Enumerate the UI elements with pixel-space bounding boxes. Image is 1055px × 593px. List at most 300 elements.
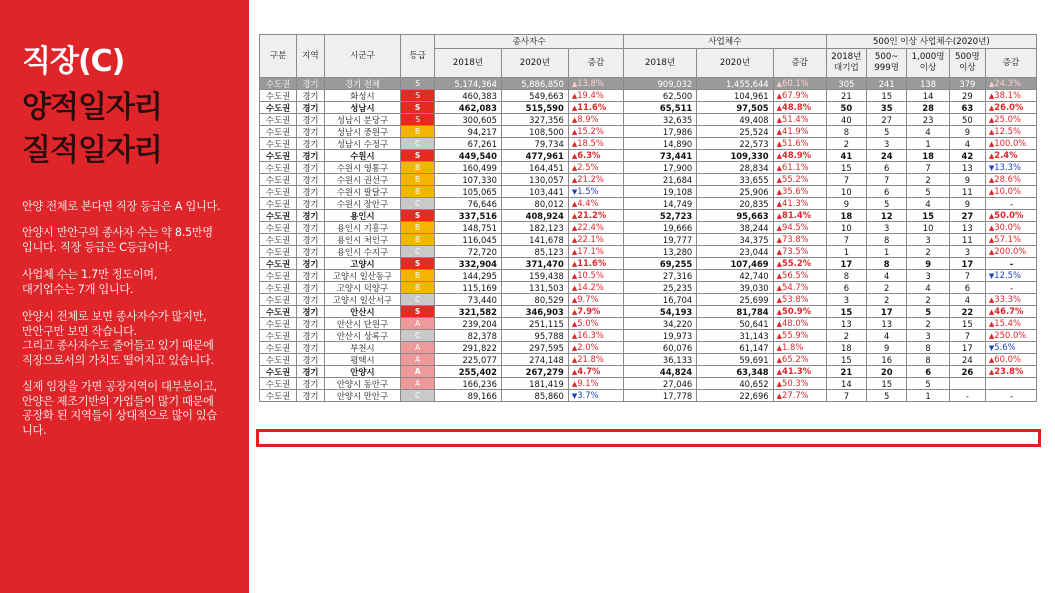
employees-change-cell <box>568 150 623 162</box>
businesses-2018-cell: 19,777 <box>624 234 697 246</box>
businesses-2020-cell: 107,469 <box>697 258 773 270</box>
triangle-up-icon: ▲ <box>571 224 578 232</box>
large-500-plus-cell: 22 <box>949 306 985 318</box>
area-cell: 경기 <box>297 318 325 330</box>
grade-badge: B <box>401 162 435 174</box>
city-cell: 안산시 <box>324 306 400 318</box>
large-change-cell <box>985 186 1036 198</box>
header-biz-2018: 2018년 <box>624 49 697 78</box>
change-value: 12.5% <box>994 270 1021 280</box>
grade-badge: B <box>401 234 435 246</box>
header-grade: 등급 <box>401 35 435 78</box>
employees-change-cell <box>568 90 623 102</box>
large-change-cell <box>985 390 1036 402</box>
region-cell: 수도권 <box>260 150 297 162</box>
large-500-plus-cell: 7 <box>949 270 985 282</box>
large-500-999-cell: 17 <box>867 306 907 318</box>
large-2018-cell: 40 <box>826 114 866 126</box>
city-cell: 경기 전체 <box>324 78 400 90</box>
change-value: 24.3% <box>994 78 1021 88</box>
large-2018-cell: 3 <box>826 294 866 306</box>
employees-2018-cell: 291,822 <box>435 342 502 354</box>
change-value: 200.0% <box>994 246 1027 256</box>
table-row <box>260 330 1037 342</box>
paragraph-line: 니다. <box>22 423 47 437</box>
paragraph-line: 만안구만 보면 작습니다. <box>22 324 137 338</box>
header-employees: 종사자수 <box>435 35 624 49</box>
triangle-up-icon: ▲ <box>571 200 578 208</box>
employees-change-cell <box>568 126 623 138</box>
change-value: 14.2% <box>577 282 604 292</box>
change-value: 56.5% <box>782 270 809 280</box>
region-cell: 수도권 <box>260 366 297 378</box>
paragraph-line: 안양시 전체로 보면 종사자수가 많지만, <box>22 310 207 323</box>
triangle-up-icon: ▲ <box>776 200 783 208</box>
triangle-up-icon: ▲ <box>988 296 995 304</box>
employees-change-cell <box>568 258 623 270</box>
change-value: 60.0% <box>994 354 1021 364</box>
region-cell: 수도권 <box>260 234 297 246</box>
triangle-up-icon: ▲ <box>776 152 783 160</box>
area-cell: 경기 <box>297 102 325 114</box>
grade-badge: C <box>401 294 435 306</box>
employees-change-cell <box>568 318 623 330</box>
businesses-2018-cell: 25,235 <box>624 282 697 294</box>
large-1000-plus-cell: 28 <box>907 102 949 114</box>
large-2018-cell: 7 <box>826 390 866 402</box>
employees-2018-cell: 73,440 <box>435 294 502 306</box>
businesses-2018-cell: 19,666 <box>624 222 697 234</box>
employees-2018-cell: 116,045 <box>435 234 502 246</box>
triangle-up-icon: ▲ <box>571 272 578 280</box>
businesses-2020-cell: 59,691 <box>697 354 773 366</box>
large-1000-plus-cell: 8 <box>907 354 949 366</box>
triangle-up-icon: ▲ <box>988 116 995 124</box>
businesses-change-cell <box>773 126 826 138</box>
large-change-cell <box>985 138 1036 150</box>
employees-change-cell <box>568 342 623 354</box>
large-change-cell <box>985 342 1036 354</box>
paragraph-line: 입니다. 직장 등급은 C등급이다. <box>22 240 172 254</box>
change-value: 9.1% <box>577 378 599 388</box>
large-change-cell <box>985 246 1036 258</box>
table-row <box>260 294 1037 306</box>
city-cell: 안산시 상록구 <box>324 330 400 342</box>
triangle-up-icon: ▲ <box>571 284 578 292</box>
employees-change-cell <box>568 378 623 390</box>
large-change-cell <box>985 234 1036 246</box>
region-cell: 수도권 <box>260 306 297 318</box>
change-value: 25.0% <box>994 114 1021 124</box>
employees-2020-cell: 181,419 <box>501 378 568 390</box>
area-cell: 경기 <box>297 246 325 258</box>
large-500-plus-cell: 13 <box>949 162 985 174</box>
businesses-2018-cell: 27,316 <box>624 270 697 282</box>
change-value: 50.0% <box>994 210 1024 220</box>
large-2018-cell: 305 <box>826 78 866 90</box>
employees-change-cell <box>568 354 623 366</box>
large-500-plus-cell: 11 <box>949 234 985 246</box>
region-cell: 수도권 <box>260 138 297 150</box>
large-500-999-cell: 3 <box>867 222 907 234</box>
paragraph-line: 실제 임장을 가면 공장지역이 대부분이고, <box>22 380 217 393</box>
city-cell: 고양시 일산동구 <box>324 270 400 282</box>
large-change-cell <box>985 294 1036 306</box>
large-2018-cell: 8 <box>826 270 866 282</box>
change-value: 16.3% <box>577 330 604 340</box>
large-2018-cell: 6 <box>826 282 866 294</box>
employees-2020-cell: 477,961 <box>501 150 568 162</box>
grade-badge: A <box>401 354 435 366</box>
large-500-plus-cell: - <box>949 390 985 402</box>
large-change-cell <box>985 222 1036 234</box>
employees-change-cell <box>568 330 623 342</box>
city-cell: 안양시 만안구 <box>324 390 400 402</box>
businesses-2020-cell: 109,330 <box>697 150 773 162</box>
large-500-999-cell: 5 <box>867 198 907 210</box>
large-500-plus-cell: 17 <box>949 258 985 270</box>
large-change-cell <box>985 258 1036 270</box>
change-value: 28.6% <box>994 174 1021 184</box>
table-row <box>260 342 1037 354</box>
area-cell: 경기 <box>297 366 325 378</box>
employees-2020-cell: 267,279 <box>501 366 568 378</box>
employees-change-cell <box>568 114 623 126</box>
region-cell: 수도권 <box>260 258 297 270</box>
triangle-up-icon: ▲ <box>571 212 578 220</box>
employees-2018-cell: 76,646 <box>435 198 502 210</box>
triangle-up-icon: ▲ <box>776 188 783 196</box>
triangle-up-icon: ▲ <box>776 392 783 400</box>
employees-change-cell <box>568 282 623 294</box>
triangle-up-icon: ▲ <box>988 368 995 376</box>
employees-2018-cell: 89,166 <box>435 390 502 402</box>
businesses-2020-cell: 20,835 <box>697 198 773 210</box>
businesses-change-cell <box>773 138 826 150</box>
region-cell: 수도권 <box>260 354 297 366</box>
header-500-999: 500~ 999명 <box>867 49 907 78</box>
employees-2020-cell: 159,438 <box>501 270 568 282</box>
triangle-down-icon: ▼ <box>988 344 995 352</box>
triangle-up-icon: ▲ <box>571 80 578 88</box>
change-value: - <box>1009 390 1013 401</box>
area-cell: 경기 <box>297 234 325 246</box>
employees-2020-cell: 103,441 <box>501 186 568 198</box>
change-value: 5.0% <box>577 318 599 328</box>
paragraph-line: 직장으로서의 가치도 떨어지고 있습니다. <box>22 353 214 367</box>
city-cell: 수원시 영통구 <box>324 162 400 174</box>
businesses-2020-cell: 95,663 <box>697 210 773 222</box>
paragraph-5 <box>22 380 247 438</box>
employees-change-cell <box>568 174 623 186</box>
businesses-change-cell <box>773 174 826 186</box>
employees-2020-cell: 108,500 <box>501 126 568 138</box>
change-value: 23.8% <box>994 366 1024 376</box>
businesses-2020-cell: 33,655 <box>697 174 773 186</box>
area-cell: 경기 <box>297 162 325 174</box>
employees-2020-cell: 371,470 <box>501 258 568 270</box>
change-value: 21.2% <box>577 174 604 184</box>
businesses-change-cell <box>773 282 826 294</box>
triangle-up-icon: ▲ <box>988 104 995 112</box>
change-value: 11.6% <box>577 258 607 268</box>
triangle-up-icon: ▲ <box>988 320 995 328</box>
large-500-plus-cell: 27 <box>949 210 985 222</box>
city-cell: 수원시 팔달구 <box>324 186 400 198</box>
employees-change-cell <box>568 210 623 222</box>
large-change-cell <box>985 366 1036 378</box>
change-value: 60.1% <box>782 78 809 88</box>
businesses-2018-cell: 36,133 <box>624 354 697 366</box>
large-500-999-cell: 16 <box>867 354 907 366</box>
employees-2020-cell: 131,503 <box>501 282 568 294</box>
area-cell: 경기 <box>297 270 325 282</box>
table-row <box>260 138 1037 150</box>
large-2018-cell: 10 <box>826 222 866 234</box>
grade-badge: S <box>401 150 435 162</box>
change-value: 41.9% <box>782 126 809 136</box>
city-cell: 안양시 <box>324 366 400 378</box>
table-row <box>260 282 1037 294</box>
large-2018-cell: 18 <box>826 342 866 354</box>
large-500-plus-cell: 29 <box>949 90 985 102</box>
triangle-up-icon: ▲ <box>988 236 995 244</box>
subtitle-quantitative: 양적일자리 <box>22 90 162 125</box>
large-500-plus-cell: 379 <box>949 78 985 90</box>
large-2018-cell: 17 <box>826 258 866 270</box>
grade-badge: C <box>401 330 435 342</box>
grade-badge: B <box>401 186 435 198</box>
table-row <box>260 366 1037 378</box>
change-value: 15.4% <box>994 318 1021 328</box>
header-1000-plus: 1,000명 이상 <box>907 49 949 78</box>
triangle-up-icon: ▲ <box>988 80 995 88</box>
change-value: 2.0% <box>577 342 599 352</box>
large-500-999-cell: 5 <box>867 126 907 138</box>
triangle-up-icon: ▲ <box>571 164 578 172</box>
change-value: 11.6% <box>577 102 607 112</box>
businesses-2020-cell: 49,408 <box>697 114 773 126</box>
businesses-2020-cell: 22,696 <box>697 390 773 402</box>
employees-2018-cell: 148,751 <box>435 222 502 234</box>
businesses-change-cell <box>773 102 826 114</box>
city-cell: 용인시 <box>324 210 400 222</box>
triangle-up-icon: ▲ <box>571 344 578 352</box>
city-cell: 안양시 동안구 <box>324 378 400 390</box>
large-500-plus-cell: 9 <box>949 174 985 186</box>
region-cell: 수도권 <box>260 390 297 402</box>
area-cell: 경기 <box>297 378 325 390</box>
triangle-up-icon: ▲ <box>571 308 578 316</box>
large-change-cell <box>985 114 1036 126</box>
businesses-2020-cell: 39,030 <box>697 282 773 294</box>
large-2018-cell: 7 <box>826 234 866 246</box>
triangle-up-icon: ▲ <box>776 320 783 328</box>
large-2018-cell: 15 <box>826 306 866 318</box>
employees-2020-cell: 141,678 <box>501 234 568 246</box>
employees-2020-cell: 346,903 <box>501 306 568 318</box>
businesses-2018-cell: 21,684 <box>624 174 697 186</box>
table-row <box>260 318 1037 330</box>
change-value: 6.3% <box>577 150 601 160</box>
triangle-up-icon: ▲ <box>776 212 783 220</box>
businesses-change-cell <box>773 366 826 378</box>
large-500-999-cell: 6 <box>867 162 907 174</box>
businesses-2018-cell: 73,441 <box>624 150 697 162</box>
businesses-change-cell <box>773 270 826 282</box>
table-row <box>260 210 1037 222</box>
triangle-up-icon: ▲ <box>776 356 783 364</box>
triangle-up-icon: ▲ <box>776 176 783 184</box>
employees-2020-cell: 164,451 <box>501 162 568 174</box>
change-value: 2.5% <box>577 162 599 172</box>
triangle-up-icon: ▲ <box>776 80 783 88</box>
triangle-up-icon: ▲ <box>988 188 995 196</box>
region-cell: 수도권 <box>260 282 297 294</box>
businesses-2018-cell: 19,108 <box>624 186 697 198</box>
employees-change-cell <box>568 186 623 198</box>
region-cell: 수도권 <box>260 378 297 390</box>
paragraph-line: 그리고 종사자수도 줄어들고 있기 때문에 <box>22 339 214 352</box>
triangle-up-icon: ▲ <box>571 356 578 364</box>
grade-badge: C <box>401 246 435 258</box>
large-2018-cell: 7 <box>826 174 866 186</box>
change-value: 51.4% <box>782 114 809 124</box>
table-row <box>260 234 1037 246</box>
large-2018-cell: 14 <box>826 378 866 390</box>
employees-change-cell <box>568 102 623 114</box>
paragraph-line: 안양은 제조기반의 가업들이 많기 때문에 <box>22 394 214 408</box>
employees-2020-cell: 130,057 <box>501 174 568 186</box>
change-value: 38.1% <box>994 90 1021 100</box>
change-value: 100.0% <box>994 138 1027 148</box>
change-value: 10.5% <box>577 270 604 280</box>
change-value: 55.2% <box>782 174 809 184</box>
triangle-up-icon: ▲ <box>571 92 578 100</box>
businesses-2018-cell: 52,723 <box>624 210 697 222</box>
large-change-cell <box>985 354 1036 366</box>
large-2018-cell: 1 <box>826 246 866 258</box>
businesses-change-cell <box>773 186 826 198</box>
table-row <box>260 150 1037 162</box>
region-cell: 수도권 <box>260 114 297 126</box>
large-500-999-cell: 7 <box>867 174 907 186</box>
triangle-up-icon: ▲ <box>571 320 578 328</box>
change-value: 30.0% <box>994 222 1021 232</box>
large-1000-plus-cell: 3 <box>907 270 949 282</box>
change-value: 9.7% <box>577 294 599 304</box>
large-1000-plus-cell: 1 <box>907 138 949 150</box>
businesses-2020-cell: 63,348 <box>697 366 773 378</box>
employees-2018-cell: 255,402 <box>435 366 502 378</box>
area-cell: 경기 <box>297 222 325 234</box>
large-change-cell <box>985 174 1036 186</box>
employees-2020-cell: 79,734 <box>501 138 568 150</box>
city-cell: 용인시 수지구 <box>324 246 400 258</box>
employees-change-cell <box>568 390 623 402</box>
triangle-up-icon: ▲ <box>776 260 783 268</box>
businesses-2018-cell: 13,280 <box>624 246 697 258</box>
region-cell: 수도권 <box>260 294 297 306</box>
city-cell: 용인시 처인구 <box>324 234 400 246</box>
table-row <box>260 306 1037 318</box>
paragraph-line: 사업체 수는 1.7만 정도이며, <box>22 268 157 281</box>
large-500-999-cell: 2 <box>867 282 907 294</box>
change-value: 41.3% <box>782 198 809 208</box>
large-1000-plus-cell: 5 <box>907 378 949 390</box>
businesses-2018-cell: 16,704 <box>624 294 697 306</box>
employees-2020-cell: 5,886,850 <box>501 78 568 90</box>
employees-change-cell <box>568 162 623 174</box>
area-cell: 경기 <box>297 330 325 342</box>
city-cell: 안산시 단원구 <box>324 318 400 330</box>
change-value: 12.5% <box>994 126 1021 136</box>
large-1000-plus-cell: 4 <box>907 126 949 138</box>
businesses-2018-cell: 17,986 <box>624 126 697 138</box>
change-value: 55.2% <box>782 258 812 268</box>
businesses-change-cell <box>773 342 826 354</box>
large-change-cell <box>985 282 1036 294</box>
large-2018-cell: 21 <box>826 90 866 102</box>
large-1000-plus-cell: 6 <box>907 366 949 378</box>
employees-change-cell <box>568 306 623 318</box>
large-change-cell <box>985 210 1036 222</box>
businesses-change-cell <box>773 162 826 174</box>
businesses-2018-cell: 17,778 <box>624 390 697 402</box>
table-row <box>260 114 1037 126</box>
employees-2020-cell: 297,595 <box>501 342 568 354</box>
change-value: 2.4% <box>994 150 1018 160</box>
area-cell: 경기 <box>297 90 325 102</box>
employees-2020-cell: 408,924 <box>501 210 568 222</box>
city-cell: 용인시 기흥구 <box>324 222 400 234</box>
grade-badge: C <box>401 138 435 150</box>
area-cell: 경기 <box>297 138 325 150</box>
city-cell: 화성시 <box>324 90 400 102</box>
change-value: 53.8% <box>782 294 809 304</box>
large-1000-plus-cell: 8 <box>907 342 949 354</box>
area-cell: 경기 <box>297 114 325 126</box>
employees-2018-cell: 449,540 <box>435 150 502 162</box>
triangle-up-icon: ▲ <box>776 368 783 376</box>
large-500-plus-cell: 50 <box>949 114 985 126</box>
triangle-up-icon: ▲ <box>776 296 783 304</box>
businesses-change-cell <box>773 330 826 342</box>
employees-change-cell <box>568 294 623 306</box>
employees-2018-cell: 332,904 <box>435 258 502 270</box>
large-500-plus-cell <box>949 378 985 390</box>
grade-badge: B <box>401 222 435 234</box>
city-cell: 고양시 덕양구 <box>324 282 400 294</box>
businesses-2018-cell: 65,511 <box>624 102 697 114</box>
employees-2018-cell: 166,236 <box>435 378 502 390</box>
change-value: 51.6% <box>782 138 809 148</box>
region-cell: 수도권 <box>260 162 297 174</box>
employees-change-cell <box>568 234 623 246</box>
businesses-2018-cell: 17,900 <box>624 162 697 174</box>
city-cell: 성남시 중원구 <box>324 126 400 138</box>
employees-2020-cell: 85,860 <box>501 390 568 402</box>
region-cell: 수도권 <box>260 222 297 234</box>
area-cell: 경기 <box>297 174 325 186</box>
employees-2020-cell: 85,123 <box>501 246 568 258</box>
change-value: 46.7% <box>994 306 1024 316</box>
header-area: 지역 <box>297 35 325 78</box>
paragraph-line: 안양시 만안구의 종사자 수는 약 8.5만명 <box>22 226 213 239</box>
businesses-2020-cell: 28,834 <box>697 162 773 174</box>
businesses-change-cell <box>773 294 826 306</box>
triangle-up-icon: ▲ <box>571 140 578 148</box>
